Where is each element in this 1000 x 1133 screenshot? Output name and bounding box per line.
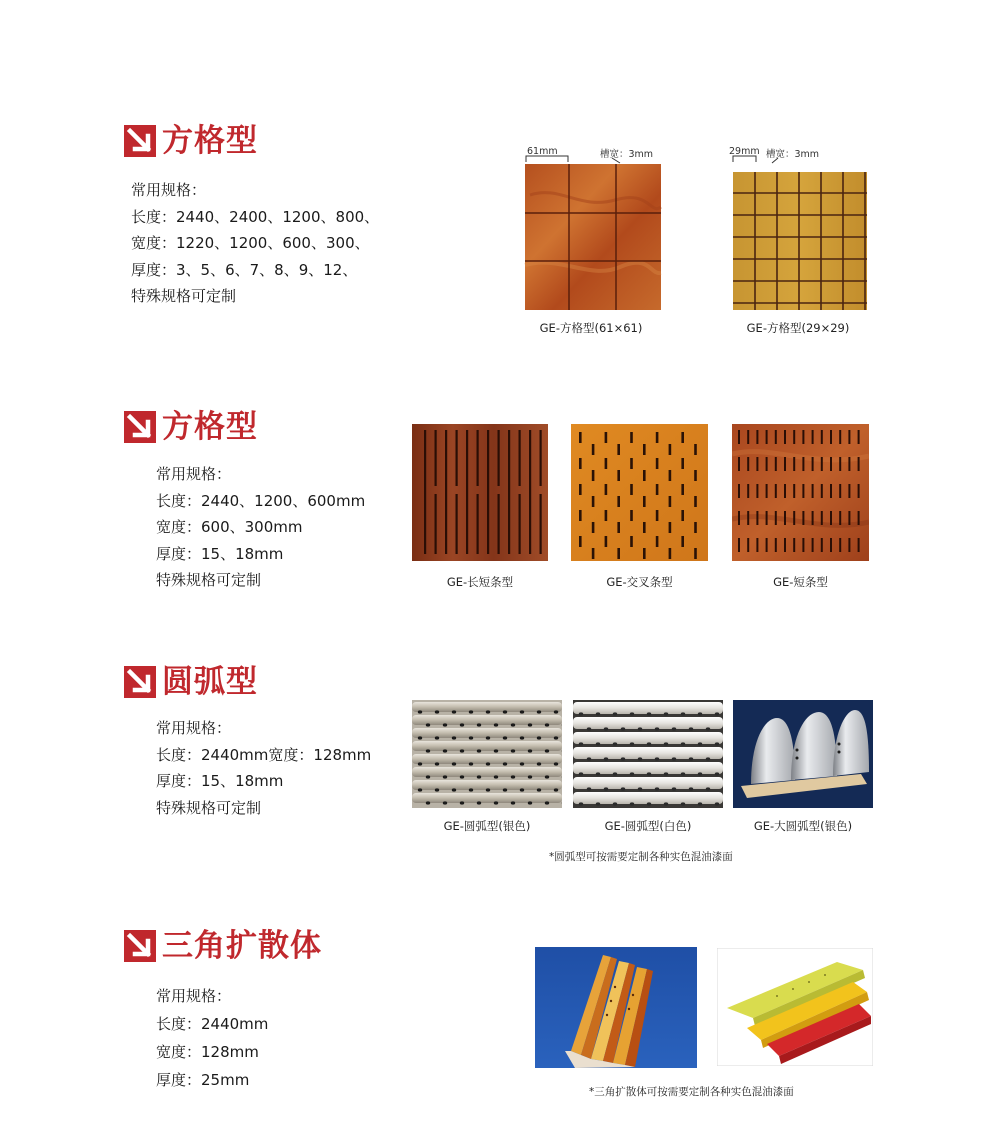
product-caption: GE-交叉条型 [606,575,673,589]
spec-line: 常用规格： [156,719,232,737]
product-caption: GE-圆弧型(银色) [443,819,531,833]
arrow-down-right-icon [124,125,156,157]
product-image-triangle-diffuser-colors [717,948,873,1066]
arrow-down-right-icon [124,930,156,962]
spec-line: 特殊规格可定制 [156,571,262,589]
section-title: 圆弧型 [162,664,258,700]
groove-width-label: 槽宽：3mm [600,149,654,160]
arrow-down-right-icon [124,411,156,443]
footnote: *圆弧型可按需要定制各种实色混油漆面 [549,851,733,863]
spec-line: 厚度：3、5、6、7、8、9、12、 [131,260,358,279]
spec-line: 厚度：15、18mm [156,772,284,790]
spec-line: 宽度：600、300mm [156,518,303,536]
product-image-triangle-diffuser-blue [535,947,697,1068]
product-image-grid-29 [728,155,868,311]
product-image-cross-slots [571,424,708,561]
product-image-big-arc-silver [733,700,873,808]
spec-list [156,461,365,594]
section-heading-grid [124,121,258,161]
section-title: 方格型 [162,123,258,159]
groove-width-label: 槽宽：3mm [766,149,820,160]
product-image-grid-61 [520,155,662,311]
grid-size-label: 29mm [729,146,760,157]
section-title: 三角扩散体 [162,928,322,964]
product-image-short-slots [732,424,869,561]
spec-line: 长度：2440mm宽度：128mm [156,745,372,764]
product-image-arc-white [573,700,723,808]
spec-line: 长度：2440、2400、1200、800、 [131,207,380,226]
spec-line: 厚度：15、18mm [156,544,284,563]
product-caption: GE-方格型(61×61) [539,321,643,335]
product-image-arc-silver [412,700,562,808]
spec-list [156,715,371,821]
product-caption: GE-大圆弧型(银色) [753,819,853,833]
product-image-long-short-slots [412,424,548,561]
spec-line: 特殊规格可定制 [131,287,237,305]
spec-line: 常用规格： [156,987,232,1005]
spec-list [131,177,379,310]
spec-line: 常用规格： [131,181,207,199]
spec-line: 宽度：128mm [156,1043,259,1061]
spec-line: 特殊规格可定制 [156,798,262,817]
product-caption: GE-短条型 [773,575,828,589]
section-heading-arc [124,662,258,702]
footnote: *三角扩散体可按需要定制各种实色混油漆面 [589,1086,794,1098]
spec-list [156,982,268,1094]
section-heading-triangle-diffuser [124,926,322,966]
spec-line: 厚度：25mm [156,1071,250,1089]
spec-line: 宽度：1220、1200、600、300、 [131,234,370,252]
product-caption: GE-长短条型 [446,575,514,589]
section-title: 方格型 [162,409,258,445]
section-heading-slot [124,407,258,447]
product-caption: GE-圆弧型(白色) [604,819,692,833]
product-caption: GE-方格型(29×29) [746,321,850,335]
spec-line: 长度：2440、1200、600mm [156,491,366,510]
arrow-down-right-icon [124,666,156,698]
spec-line: 常用规格： [156,465,232,483]
grid-size-label: 61mm [527,146,558,157]
spec-line: 长度：2440mm [156,1015,269,1033]
